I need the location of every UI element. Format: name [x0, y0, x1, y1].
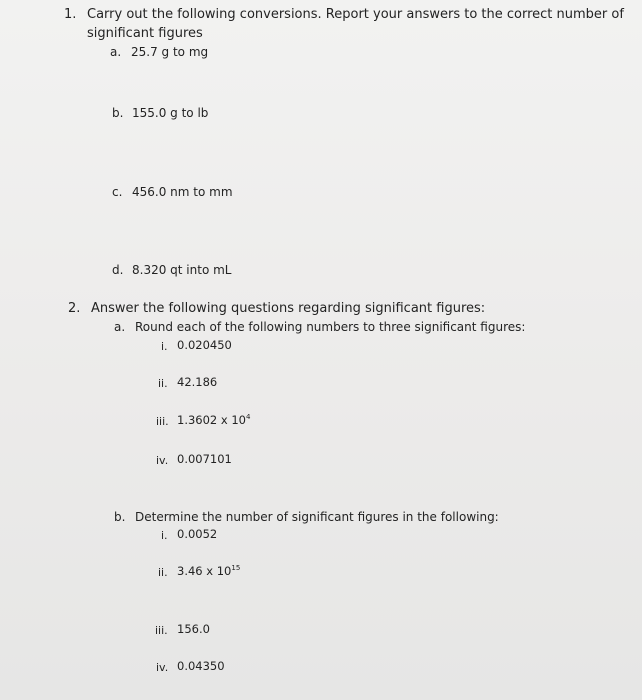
- question-2a-i-text: 0.020450: [177, 338, 232, 352]
- question-2a-text: Round each of the following numbers to three significant figures:: [135, 320, 526, 334]
- question-2b-iv-num: iv.: [156, 661, 169, 674]
- question-2a-ii-text: 42.186: [177, 375, 218, 389]
- question-2b-ii-num: ii.: [158, 566, 168, 579]
- question-2b-i-num: i.: [161, 529, 168, 542]
- question-1-prompt-line-1: Carry out the following conversions. Report your answers to the correct number of: [87, 7, 624, 22]
- question-1b-text: 155.0 g to lb: [132, 106, 209, 120]
- question-2a-iv-text: 0.007101: [177, 452, 232, 466]
- question-2b-letter: b.: [114, 510, 126, 524]
- question-1d-text: 8.320 qt into mL: [132, 263, 232, 277]
- question-2b-iii-text: 156.0: [177, 622, 210, 636]
- question-2b-i-text: 0.0052: [177, 527, 218, 541]
- question-1a-text: 25.7 g to mg: [131, 45, 209, 59]
- question-1a-letter: a.: [110, 45, 122, 59]
- question-1-prompt-line-2: significant figures: [87, 26, 203, 41]
- question-2-prompt: Answer the following questions regarding significant figures:: [91, 301, 486, 316]
- question-2b-text: Determine the number of significant figures in the following:: [135, 510, 499, 524]
- question-1c-letter: c.: [112, 185, 123, 199]
- question-2b-iv-text: 0.04350: [177, 659, 225, 673]
- question-2a-ii-num: ii.: [158, 377, 168, 390]
- question-2a-iii-base: 1.3602 x 10: [177, 413, 246, 427]
- question-1b-letter: b.: [112, 106, 124, 120]
- question-1-number: 1.: [64, 7, 77, 22]
- question-2a-i-num: i.: [161, 340, 168, 353]
- question-2a-letter: a.: [114, 320, 126, 334]
- question-2b-iii-num: iii.: [155, 624, 168, 637]
- question-2b-ii-text: [177, 566, 240, 578]
- question-2a-iv-num: iv.: [156, 454, 169, 467]
- question-1c-text: 456.0 nm to mm: [132, 185, 233, 199]
- question-2b-ii-base: 3.46 x 10: [177, 564, 232, 578]
- question-2b-ii-exponent: 15: [231, 564, 241, 573]
- question-2a-iii-text: [177, 415, 250, 427]
- question-1d-letter: d.: [112, 263, 124, 277]
- question-2a-iii-num: iii.: [156, 415, 169, 428]
- question-2a-iii-exponent: 4: [246, 413, 251, 422]
- question-2-number: 2.: [68, 301, 81, 316]
